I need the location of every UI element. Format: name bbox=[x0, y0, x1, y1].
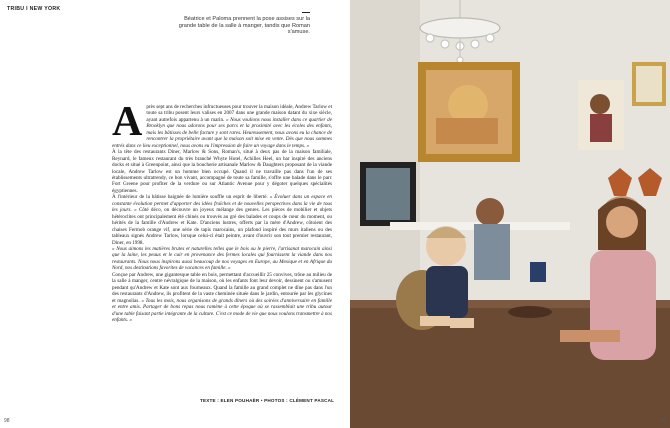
article-paragraph-4 bbox=[112, 246, 332, 272]
girl-face bbox=[606, 206, 638, 238]
page-number-left: 98 bbox=[4, 418, 10, 424]
drop-cap: A bbox=[112, 99, 143, 145]
article-text: À la tête des restaurants Diner, Marlow & Sons, Roman's, situé à deux pas de la maison familiale, Reynard, le fameux restaurant du très branché Whyte Hotel, Achilles Heel, un bar inspiré des anciens docks et situé à Greenpoint, ainsi que la boucherie artisanale Marlow & Daughters proposant de la viande locale, Andrew Tarlow est un homme bien occupé. Quand il ne travaille pas dans l'un de ses établissements ultratrendy, ce bon vivant, accompagné de toute sa famille, s'offre une balade dans le parc Fort Greene pour profiter de la verdure ou sur Atlantic Avenue pour y dégoter quelques spécialités égyptiennes. bbox=[112, 149, 332, 194]
article-text: Conçue par Andrew, une gigantesque table en bois, permettant d'accueillir 25 convives, trône au milieu de la salle à manger, centre névralgique de la maison, où les enfants font leur devoir, dessinent ou s'amusent pendant qu'Andrew et Kate sont aux fourneaux. Quand la famille au grand complet ne dîne pas dans l'un des restaurants d'Andrew, ils profitent de la vaste cheminée située dans le jardin, entourée par les glycines et magnolias. bbox=[112, 271, 332, 304]
article-text: près sept ans de recherches infructueuses pour trouver la maison idéale, Andrew Tarlow et toute sa tribu posent leurs valises en 2007 dans une grande maison datant du xixe siècle, ayant autrefois appartenu à un marin. bbox=[146, 104, 332, 123]
article-text: À l'intérieur de la bâtisse baignée de lumière souffle un esprit de liberté. bbox=[112, 194, 268, 201]
girl-arm bbox=[560, 330, 620, 342]
photo-caption bbox=[170, 12, 310, 36]
page-number-right: 99 bbox=[660, 418, 666, 424]
left-frame-art bbox=[366, 168, 410, 220]
article-paragraph-5 bbox=[112, 272, 332, 324]
boy-head bbox=[476, 198, 504, 226]
portrait-head bbox=[590, 94, 610, 114]
small-frame-art bbox=[636, 66, 662, 102]
bowl bbox=[508, 306, 552, 318]
vase bbox=[530, 262, 546, 282]
article-paragraph-2 bbox=[112, 149, 332, 194]
toddler-dress bbox=[426, 266, 468, 318]
toddler-leg bbox=[420, 316, 450, 326]
article-quote: « Tous les mois, nous organisons de grands dîners où des soirées d'anniversaire en famille et entre amis. Partager de bons repas nous ramène à cette époque où se rassemblait une tribu autour d'une table faisant partie intégrante de la culture. C'est ce mode de vie que nous voulons transmettre à nos enfants. » bbox=[112, 297, 332, 323]
article-quote: « Nous voulions nous installer dans ce quartier de Brooklyn que nous adorons pour ses parcs et la proximité avec les écoles des enfants, mais les bâtisses de belle facture y sont rares. Heureusement, nous avons eu la chance de rencontrer la propriétaire avant que la maison soit mise en vente. Dès que nous sommes entrés dans ce lieu exceptionnel, nous avons eu l'impression de faire un voyage dans le temps. » bbox=[112, 116, 332, 149]
article-body bbox=[112, 99, 332, 323]
right-page bbox=[350, 0, 670, 428]
article-paragraph-1 bbox=[112, 99, 332, 149]
toddler-leg bbox=[450, 318, 474, 328]
girl-dress bbox=[590, 250, 656, 360]
caption-text: Béatrice et Paloma prennent la pose assises sur la grande table de la salle à manger, tandis que Roman s'amuse. bbox=[178, 16, 310, 36]
running-head: TRIBU I NEW YORK bbox=[7, 6, 61, 12]
caption-rule bbox=[302, 12, 310, 13]
credits: TEXTE : ELEN POUHAËR • PHOTOS : CLÉMENT PASCAL bbox=[200, 398, 335, 403]
article-quote: « Évoluer dans un espace en constante évolution permet d'apporter des idées fraîches et de nouvelles perspectives dans la vie de tous les jours. » bbox=[112, 194, 332, 214]
painting-landscape bbox=[436, 118, 498, 144]
portrait-body bbox=[590, 114, 612, 142]
boy-shirt bbox=[474, 224, 510, 280]
article-quote: « Nous aimons les matières brutes et naturelles telles que le bois ou le pierre, l'artisanat marocain ainsi que la laine, les peaux et le cuir en provenance des fermes locales qui fournissent la viande dans nos restaurants. Nous nous inspirons aussi beaucoup de nos voyages en Europe, au Mexique et en Afrique du Nord, nos destinations favorites de vacances en famille. » bbox=[112, 245, 332, 272]
family-photo bbox=[350, 0, 670, 428]
article-paragraph-3 bbox=[112, 194, 332, 246]
article-text: Côté déco, on découvre un joyeux mélange des genres. Les pièces de mobilier et objets hétéroclites ont principalement été chinés ou trouvés au gré des balades et coups de cœur du moment, ou hérités de la famille d'Andrew et Kate. D'anciens lustres, offerts par la mère d'Andrew, côtoient des chaises Fermob orange vif, une série de tapis marocains, un plafond inspiré des murs italiens ou des tableaux signés Andrew Tarlow, lorsque celui-ci était peintre, avant d'ouvrir son tout premier restaurant, Diner, en 1998. bbox=[112, 207, 332, 246]
